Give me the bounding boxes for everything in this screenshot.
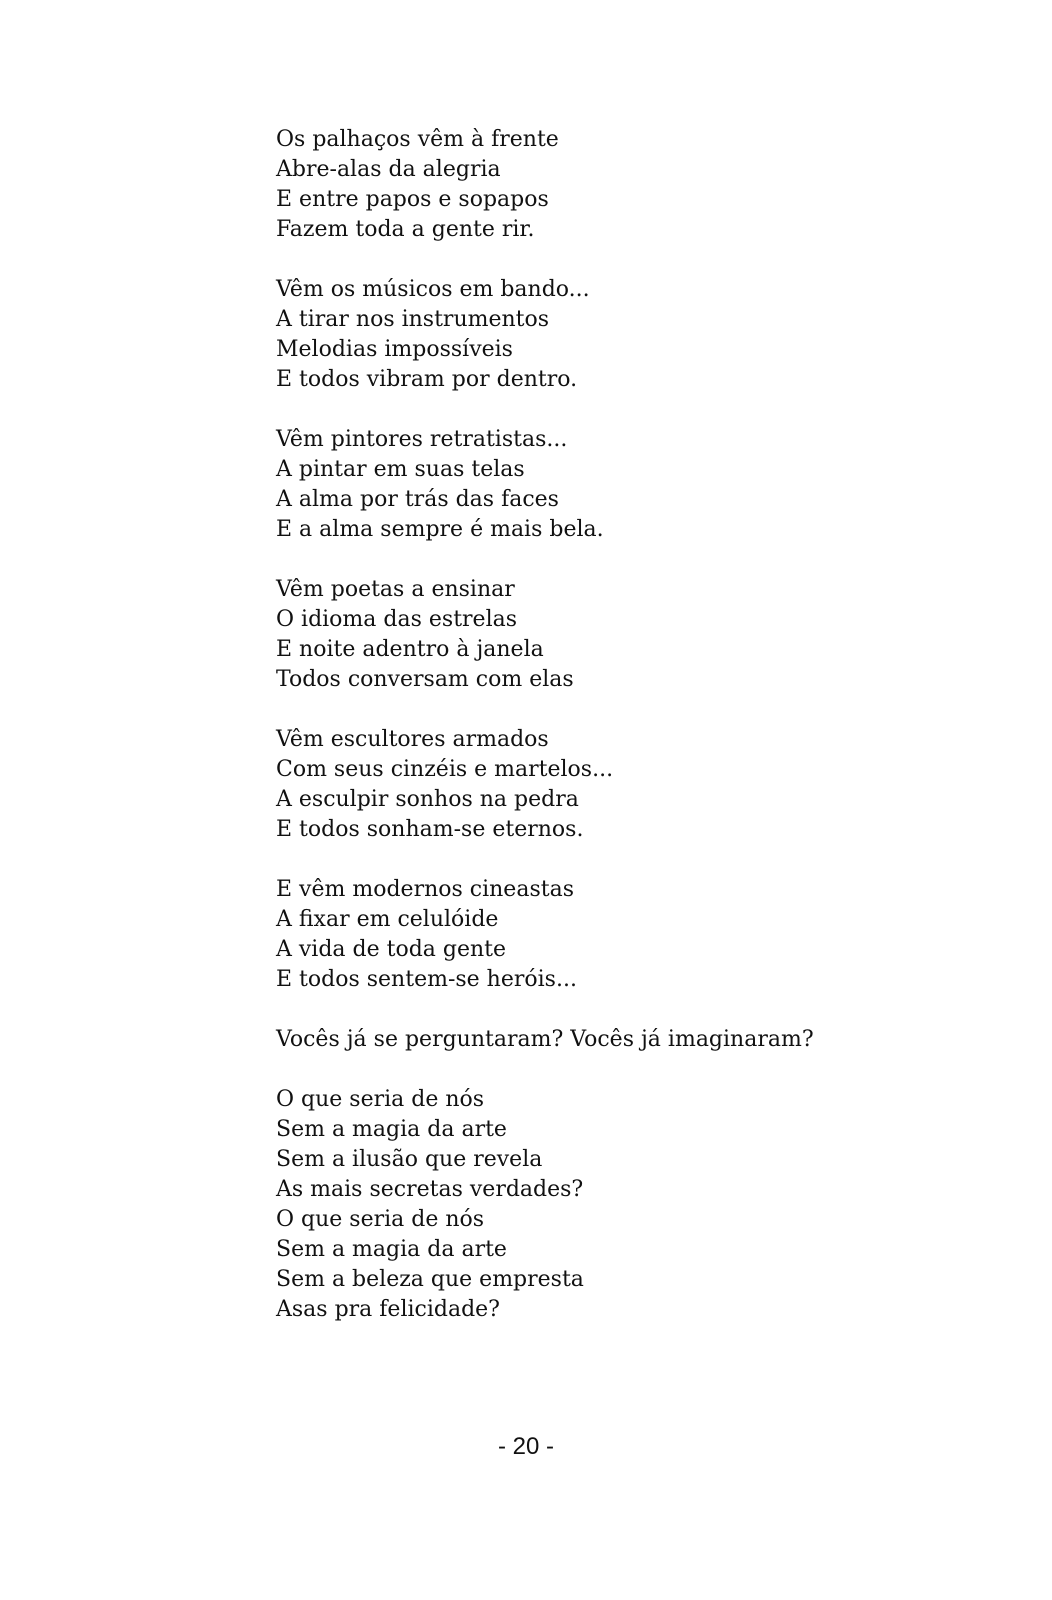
poem-line: Os palhaços vêm à frente [276, 127, 559, 152]
poem-line: Vocês já se perguntaram? Vocês já imaginaram? [276, 1027, 814, 1052]
poem-line: E noite adentro à janela [276, 637, 544, 662]
poem-line: E vêm modernos cineastas [276, 877, 574, 902]
poem-line: A fixar em celulóide [276, 907, 499, 932]
poem-line: Vêm pintores retratistas... [276, 427, 568, 452]
stanza [276, 1025, 896, 1055]
stanza [276, 575, 896, 695]
poem-line: Sem a magia da arte [276, 1117, 507, 1142]
stanza [276, 425, 896, 545]
poem-line: A pintar em suas telas [276, 457, 525, 482]
stanza [276, 125, 896, 245]
poem-line: E todos vibram por dentro. [276, 367, 578, 392]
poem-line: O idioma das estrelas [276, 607, 518, 632]
poem-line: Melodias impossíveis [276, 337, 513, 362]
poem-line: A esculpir sonhos na pedra [276, 787, 579, 812]
stanza [276, 875, 896, 995]
poem-line: As mais secretas verdades? [276, 1177, 584, 1202]
stanza-gap [276, 1055, 896, 1085]
poem-line: Vêm os músicos em bando... [276, 277, 590, 302]
stanza [276, 275, 896, 395]
poem-line: E a alma sempre é mais bela. [276, 517, 604, 542]
stanza [276, 725, 896, 845]
poem-line: Todos conversam com elas [276, 667, 574, 692]
poem-line: O que seria de nós [276, 1087, 485, 1112]
poem-line: E entre papos e sopapos [276, 187, 549, 212]
stanza-gap [276, 845, 896, 875]
poem-line: A alma por trás das faces [276, 487, 559, 512]
page-number: - 20 - [497, 1433, 554, 1460]
poem-line: Abre-alas da alegria [276, 157, 501, 182]
poem-line: Sem a beleza que empresta [276, 1267, 584, 1292]
poem-line: A tirar nos instrumentos [276, 307, 550, 332]
poem-line: A vida de toda gente [276, 937, 507, 962]
poem-line: Sem a magia da arte [276, 1237, 507, 1262]
stanza-gap [276, 545, 896, 575]
stanza [276, 1085, 896, 1325]
stanza-gap [276, 695, 896, 725]
poem-line: Vêm escultores armados [276, 727, 549, 752]
stanza-gap [276, 395, 896, 425]
poem-line: Vêm poetas a ensinar [276, 577, 515, 602]
poem-line: Asas pra felicidade? [276, 1297, 500, 1322]
poem-line: E todos sentem-se heróis... [276, 967, 577, 992]
poem-line: Sem a ilusão que revela [276, 1147, 543, 1172]
poem-line: Com seus cinzéis e martelos... [276, 757, 614, 782]
poem-line: O que seria de nós [276, 1207, 485, 1232]
poem-line: E todos sonham-se eternos. [276, 817, 584, 842]
poem-line: Fazem toda a gente rir. [276, 217, 535, 242]
stanza-gap [276, 995, 896, 1025]
stanza-gap [276, 245, 896, 275]
poem [276, 125, 896, 1325]
